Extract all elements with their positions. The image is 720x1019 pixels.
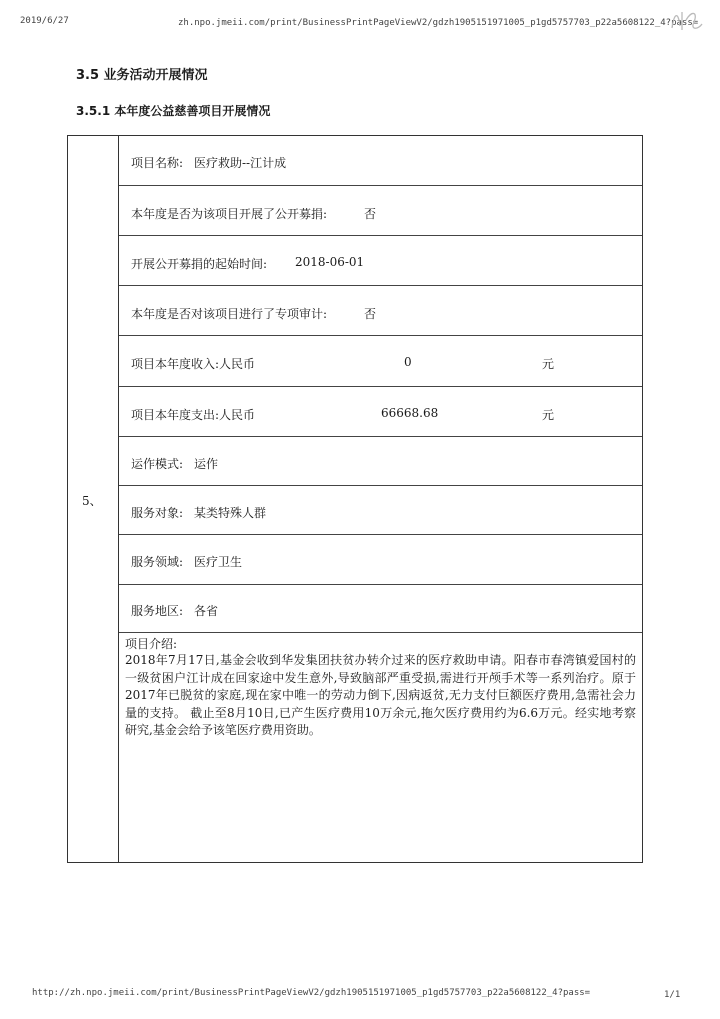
public-fundraising-label: 本年度是否为该项目开展了公开募捐:	[131, 207, 328, 221]
intro-text: 2018年7月17日,基金会收到华发集团扶贫办转介过来的医疗救助申请。阳春市春湾镇爱国村的一级贫困户江计成在回家途中发生意外,导致脑部严重受损,需进行开颅手术等一系列治疗。原于2017年已脱贫的家庭,现在家中唯一的劳动力倒下,因病返贫,无力支付巨额医疗费用,急需社会力量的支持。 截止至8月10日,已产生医疗费用10万余元,拖欠医疗费用约为6.6万元。经实地考察研究,基金会给予该笔医疗费用资助。	[125, 653, 636, 737]
page-number: 1/1	[664, 990, 681, 1000]
row-index: 5、	[82, 494, 102, 508]
public-fundraising-value: 否	[364, 207, 377, 221]
expense-unit: 元	[542, 408, 555, 422]
project-intro	[119, 633, 642, 862]
service-target-value: 某类特殊人群	[194, 506, 267, 520]
special-audit-value: 否	[364, 307, 377, 321]
project-name-value: 医疗救助--江计成	[194, 156, 287, 170]
subsection-title: 3.5.1 本年度公益慈善项目开展情况	[76, 104, 271, 118]
row-income	[119, 336, 642, 387]
income-amount: 0	[404, 355, 412, 369]
expense-label: 项目本年度支出:人民币	[131, 408, 256, 422]
project-name-label: 项目名称:	[131, 156, 184, 170]
row-operation-mode	[119, 437, 642, 486]
expense-amount: 66668.68	[381, 406, 439, 420]
row-special-audit	[119, 286, 642, 336]
row-service-area	[119, 585, 642, 633]
service-field-label: 服务领域:	[131, 555, 184, 569]
income-label: 项目本年度收入:人民币	[131, 357, 256, 371]
fundraising-start-label: 开展公开募捐的起始时间:	[131, 257, 268, 271]
row-service-field	[119, 535, 642, 585]
service-area-value: 各省	[194, 604, 219, 618]
print-date: 2019/6/27	[20, 16, 69, 26]
print-footer-url: http://zh.npo.jmeii.com/print/BusinessPrintPageViewV2/gdzh1905151971005_p1gd5757703_p22a5608122_4?pass=	[32, 988, 591, 998]
operation-mode-label: 运作模式:	[131, 457, 184, 471]
row-fundraising-start	[119, 236, 642, 286]
row-expense	[119, 387, 642, 437]
handwritten-mark	[668, 6, 704, 34]
service-target-label: 服务对象:	[131, 506, 184, 520]
special-audit-label: 本年度是否对该项目进行了专项审计:	[131, 307, 328, 321]
index-column	[68, 136, 119, 862]
section-title: 3.5 业务活动开展情况	[76, 68, 208, 83]
project-table	[67, 135, 643, 863]
row-project-name	[119, 136, 642, 186]
row-public-fundraising	[119, 186, 642, 236]
service-field-value: 医疗卫生	[194, 555, 243, 569]
print-header-url: zh.npo.jmeii.com/print/BusinessPrintPageViewV2/gdzh1905151971005_p1gd5757703_p22a5608122_4?pass=	[178, 18, 699, 28]
row-service-target	[119, 486, 642, 535]
fundraising-start-value: 2018-06-01	[295, 255, 365, 269]
income-unit: 元	[542, 357, 555, 371]
service-area-label: 服务地区:	[131, 604, 184, 618]
intro-label: 项目介绍:	[125, 637, 178, 651]
operation-mode-value: 运作	[194, 457, 219, 471]
